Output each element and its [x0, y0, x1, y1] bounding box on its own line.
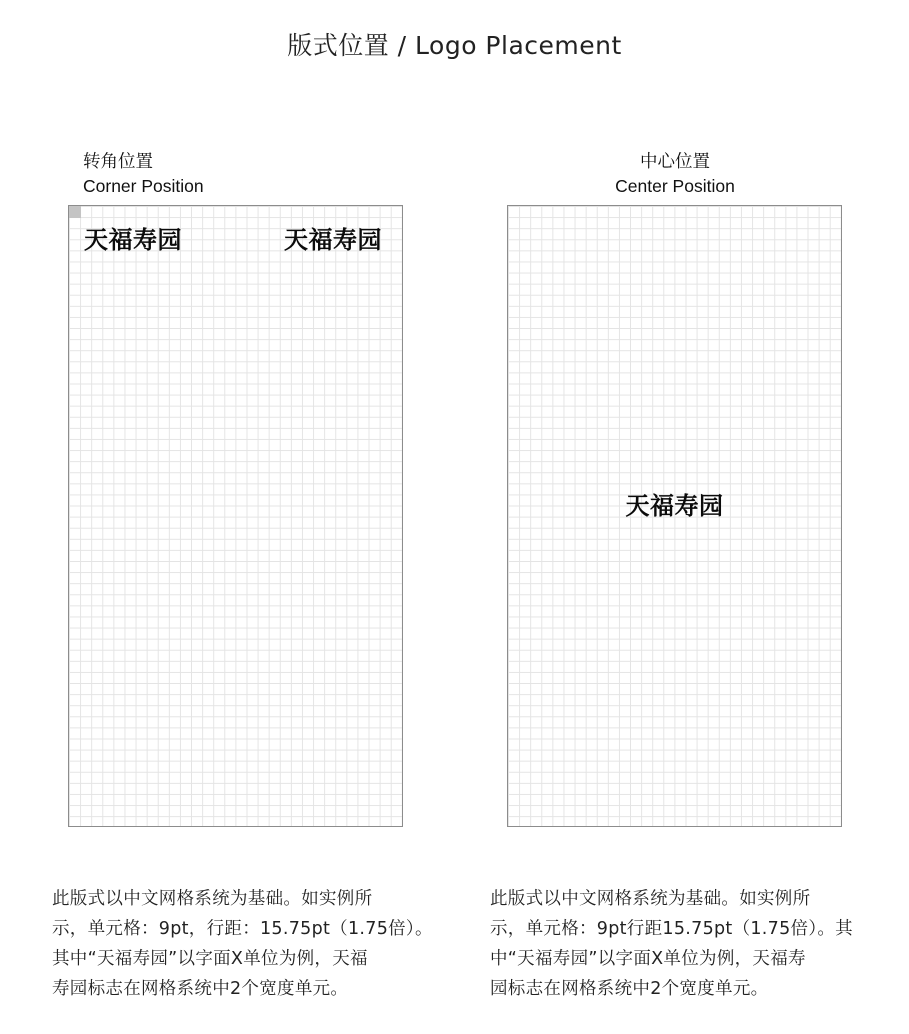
- description-line: 示，单元格：9pt行距15.75pt（1.75倍）。其: [490, 919, 853, 939]
- description-line: 示，单元格：9pt，行距：15.75pt（1.75倍）。: [52, 919, 433, 939]
- description-line: 此版式以中文网格系统为基础。如实例所: [490, 889, 811, 909]
- corner-position-label-cn: 转角位置: [83, 151, 153, 171]
- logo-center: 天福寿园: [625, 491, 724, 520]
- logo-top-right: 天福寿园: [284, 225, 382, 254]
- corner-position-description: [52, 884, 432, 1004]
- description-line: 寿园标志在网格系统中2个宽度单元。: [52, 979, 349, 999]
- description-line: 此版式以中文网格系统为基础。如实例所: [52, 889, 373, 909]
- center-position-label: [508, 149, 842, 199]
- description-line: 中“天福寿园”以字面X单位为例，天福寿: [490, 949, 806, 969]
- description-line: 其中“天福寿园”以字面X单位为例，天福: [52, 949, 368, 969]
- corner-position-grid: [68, 205, 403, 827]
- center-position-description: [490, 884, 870, 1004]
- description-line: 园标志在网格系统中2个宽度单元。: [490, 979, 769, 999]
- corner-position-label-en: Corner Position: [83, 176, 204, 196]
- center-position-label-cn: 中心位置: [640, 151, 710, 171]
- logo-top-left: 天福寿园: [84, 225, 182, 254]
- page-title: 版式位置 / Logo Placement: [287, 31, 622, 60]
- center-position-grid: [507, 205, 842, 827]
- center-position-label-en: Center Position: [615, 176, 735, 196]
- grid-unit-cell-highlight: [69, 206, 81, 218]
- corner-position-label: [83, 149, 204, 199]
